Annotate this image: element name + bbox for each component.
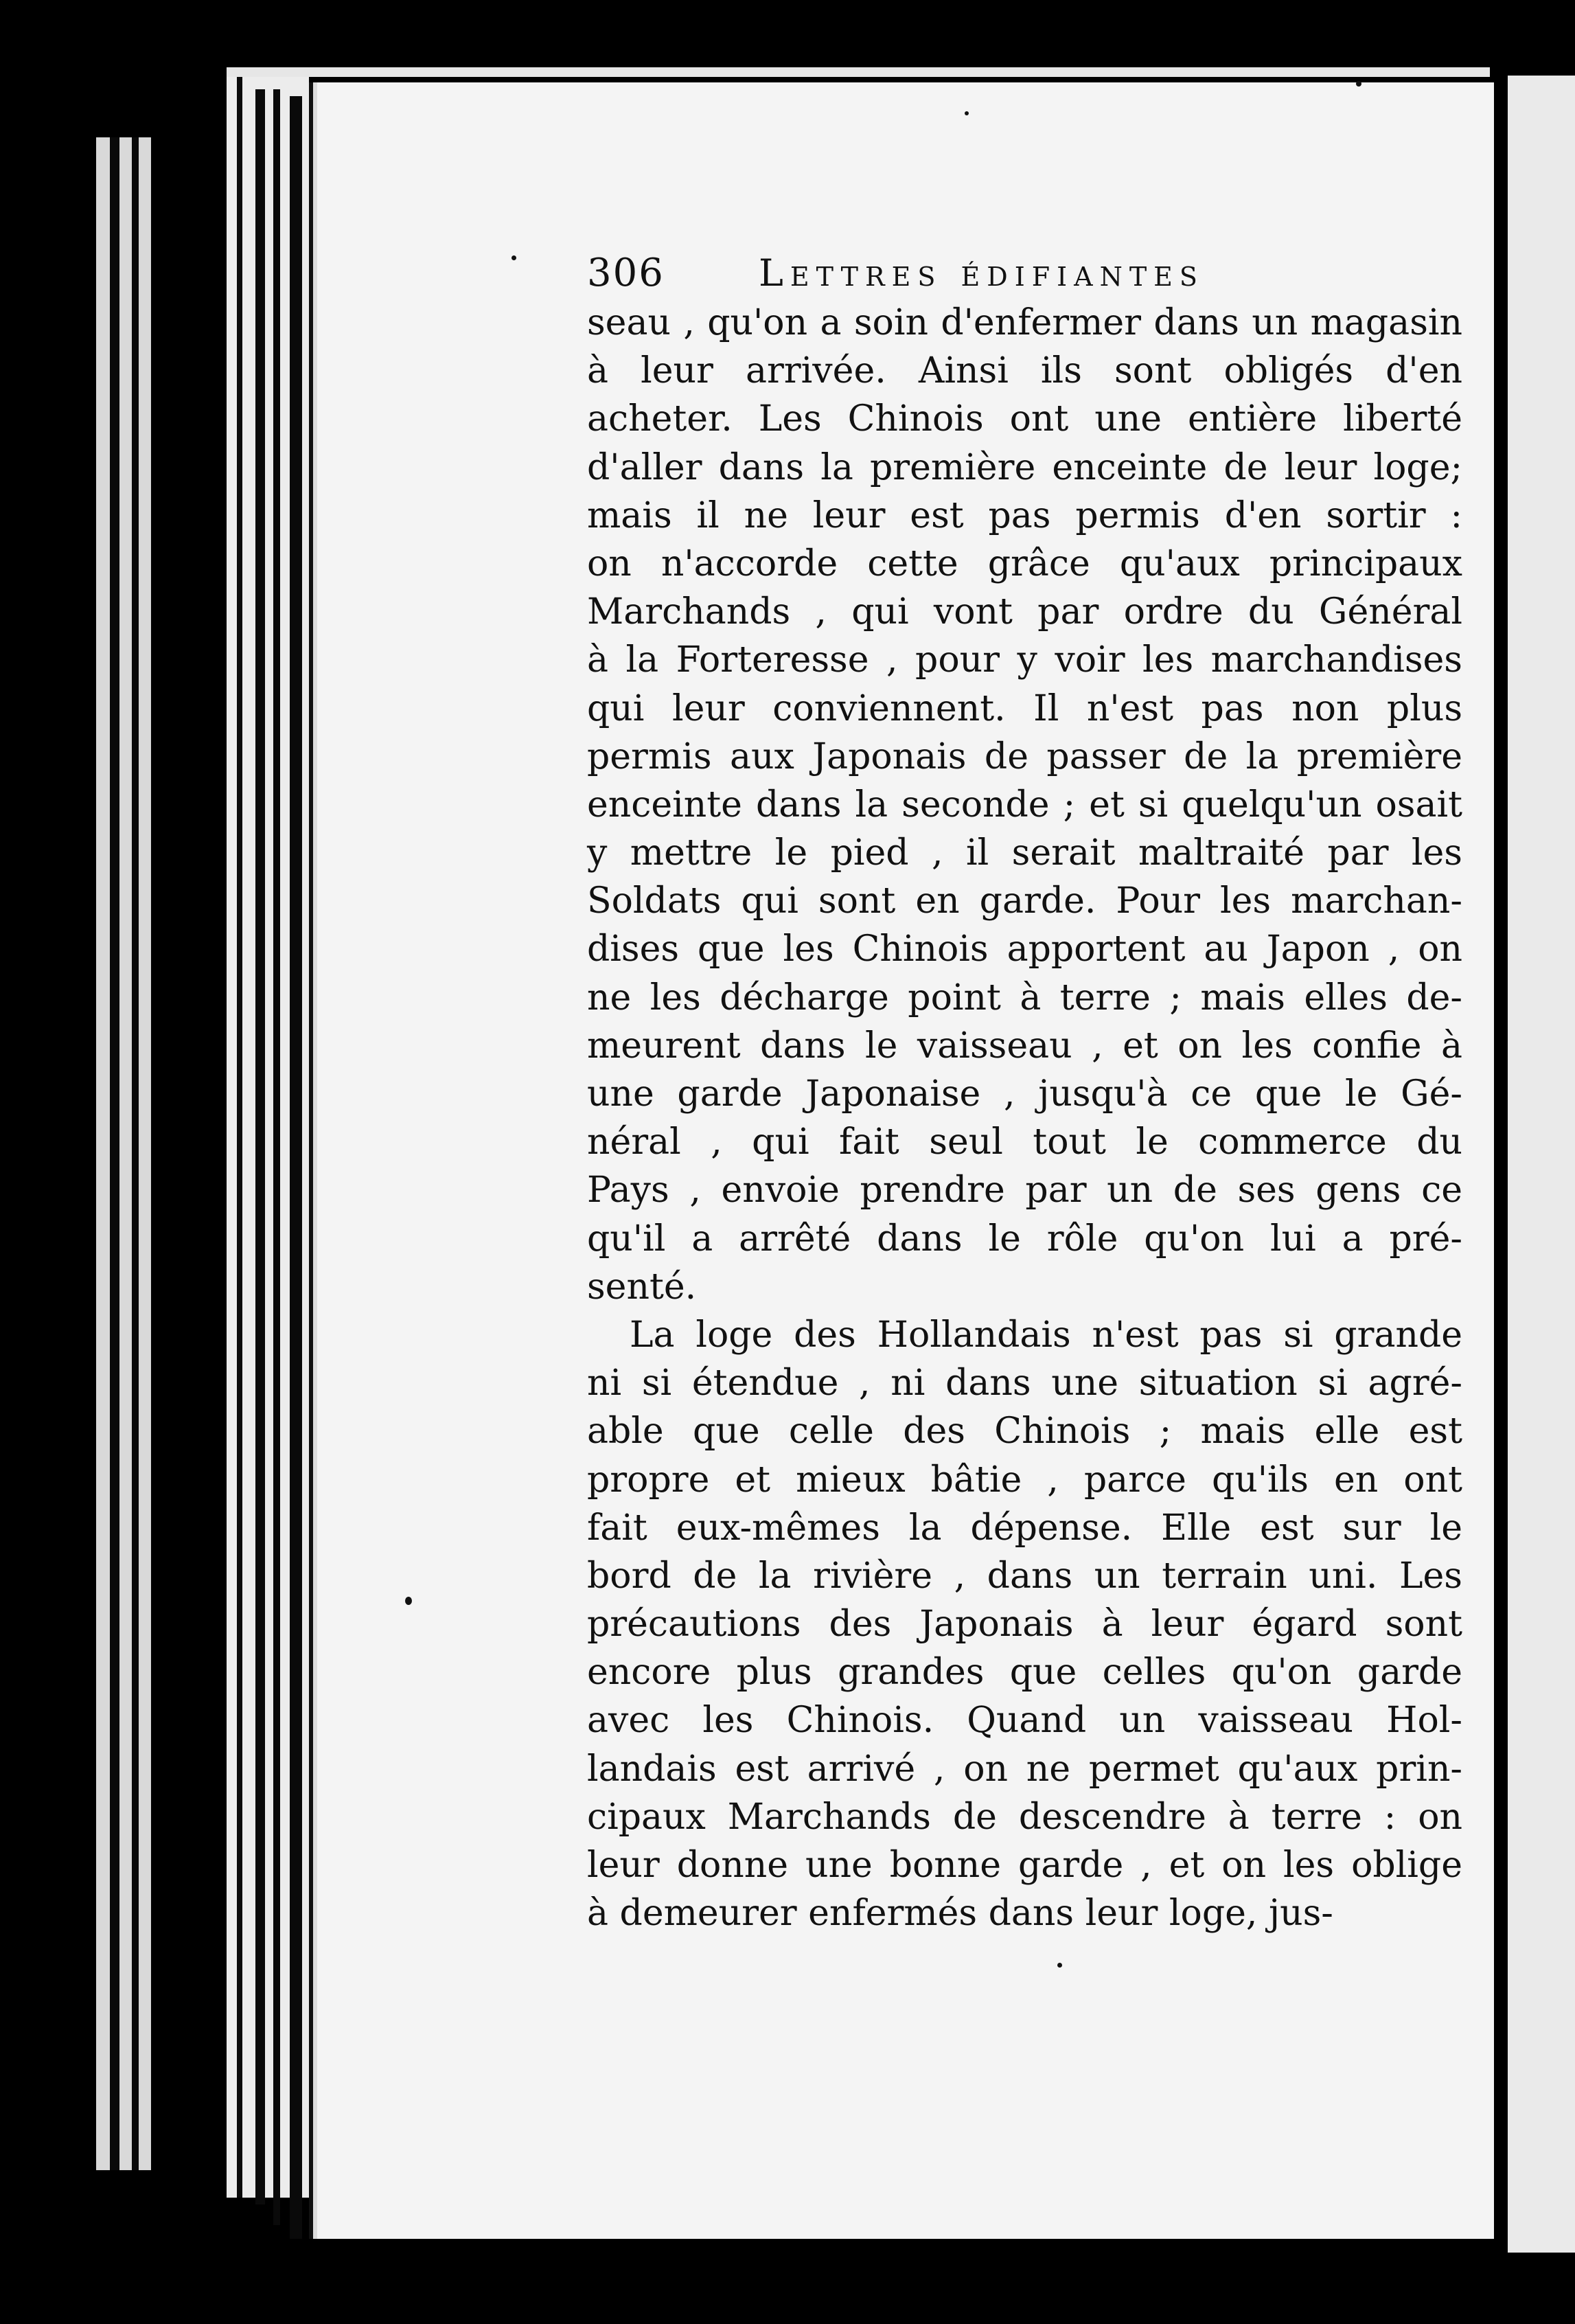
text-line: d'aller dans la première enceinte de leur loge; <box>587 446 1462 488</box>
text-line: Pays , envoie prendre par un de ses gens ce <box>587 1170 1462 1211</box>
body-text <box>587 299 1462 1937</box>
text-line: cipaux Marchands de descendre à terre : on <box>587 1796 1462 1838</box>
text-line: landais est arrivé , on ne permet qu'aux prin- <box>587 1748 1462 1790</box>
text-line: ni si étendue , ni dans une situation si agré- <box>587 1363 1462 1404</box>
text-line: mais il ne leur est pas permis d'en sortir : <box>587 494 1462 536</box>
page-edge-line <box>110 137 119 2170</box>
ink-speck <box>1356 81 1361 87</box>
text-line: seau , qu'on a soin d'enfermer dans un magasin <box>587 302 1462 343</box>
ink-speck <box>511 255 516 260</box>
ink-speck <box>1057 1963 1062 1968</box>
text-line: enceinte dans la seconde ; et si quelqu'un osait <box>587 784 1462 825</box>
text-line: à leur arrivée. Ainsi ils sont obligés d'en <box>587 350 1462 392</box>
text-line: précautions des Japonais à leur égard sont <box>587 1604 1462 1645</box>
facing-page-edge <box>1508 76 1575 2253</box>
text-line: La loge des Hollandais n'est pas si grande <box>630 1314 1462 1356</box>
text-column <box>587 251 1462 1937</box>
page-edge-line <box>132 137 139 2170</box>
ink-speck <box>405 1597 412 1605</box>
text-line: avec les Chinois. Quand un vaisseau Hol- <box>587 1700 1462 1742</box>
text-line: fait eux-mêmes la dépense. Elle est sur le <box>587 1507 1462 1549</box>
text-line: qui leur conviennent. Il n'est pas non plus <box>587 687 1462 729</box>
text-line: meurent dans le vaisseau , et on les confie à <box>587 1025 1462 1067</box>
text-line: une garde Japonaise , jusqu'à ce que le Gé- <box>587 1073 1462 1115</box>
text-line: able que celle des Chinois ; mais elle est <box>587 1411 1462 1452</box>
ink-speck <box>965 111 969 115</box>
text-line: on n'accorde cette grâce qu'aux principaux <box>587 543 1462 584</box>
text-line: néral , qui fait seul tout le commerce du <box>587 1121 1462 1163</box>
text-line: Marchands , qui vont par ordre du Général <box>587 591 1462 633</box>
page-edge-line <box>273 89 280 2225</box>
text-line: bord de la rivière , dans un terrain uni. Les <box>587 1555 1462 1597</box>
text-line: qu'il a arrêté dans le rôle qu'on lui a pré- <box>587 1218 1462 1260</box>
running-head <box>587 251 1462 299</box>
text-line: propre et mieux bâtie , parce qu'ils en ont <box>587 1459 1462 1501</box>
page-number: 306 <box>587 251 665 295</box>
page-edge-line <box>255 89 265 2205</box>
running-title: Lettres édifiantes <box>759 251 1204 295</box>
page-edge-top <box>227 67 1490 77</box>
text-line: à demeurer enfermés dans leur loge, jus- <box>587 1893 1333 1935</box>
text-line: leur donne une bonne garde , et on les oblige <box>587 1845 1462 1886</box>
page-edge-left <box>96 137 151 2170</box>
text-line: ne les décharge point à terre ; mais elles de- <box>587 977 1462 1018</box>
page-edge-line <box>290 96 302 2239</box>
text-line: à la Forteresse , pour y voir les marchandises <box>587 639 1462 681</box>
text-line: Soldats qui sont en garde. Pour les marchan- <box>587 880 1462 922</box>
text-line: permis aux Japonais de passer de la première <box>587 736 1462 777</box>
text-line: dises que les Chinois apportent au Japon , on <box>587 929 1462 970</box>
text-line: acheter. Les Chinois ont une entière liberté <box>587 398 1462 440</box>
text-line: senté. <box>587 1266 697 1308</box>
page-edge-line <box>237 69 242 2198</box>
text-line: encore plus grandes que celles qu'on garde <box>587 1652 1462 1694</box>
text-line: y mettre le pied , il serait maltraité par les <box>587 832 1462 874</box>
